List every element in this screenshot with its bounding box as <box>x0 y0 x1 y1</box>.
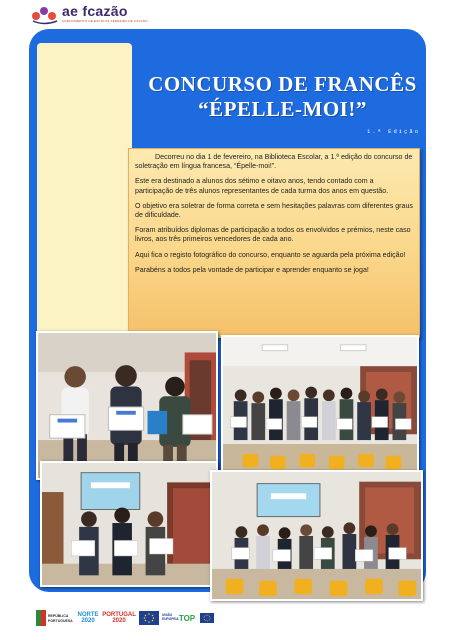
cream-panel <box>37 43 132 343</box>
header <box>0 0 452 28</box>
eu-flag-icon <box>139 611 159 625</box>
school-logo-text: ae fcazão <box>62 3 128 19</box>
article-paragraph: Aqui fica o registo fotográfico do concurso, enquanto se aguarda pela próxima edição! <box>135 250 406 259</box>
article-paragraph: Foram atribuídos diplomas de participação a todos os envolvidos e prémios, neste caso livros, aos três primeiros vencedores de cada ano. <box>135 226 411 244</box>
eu-small-flag-icon <box>200 613 214 623</box>
article-text-box <box>128 148 420 338</box>
top-label: TOP <box>178 613 196 623</box>
edition-label: 1.ª Edição <box>366 128 420 135</box>
footer-logo-republica <box>36 608 73 628</box>
republica-portuguesa-icon <box>36 608 73 628</box>
svg-text:PORTUGUESA: PORTUGUESA <box>48 619 73 623</box>
article-paragraph: Decorreu no dia 1 de fevereiro, na Biblioteca Escolar, a 1.ª edição do concurso de soletração em língua francesa, “Épelle-moi!”. <box>135 153 413 171</box>
title-line-1: CONCURSO DE FRANCÊS <box>148 72 417 96</box>
photo-group-seated <box>210 470 423 601</box>
photo-three-students <box>36 331 218 480</box>
school-logo-icon <box>30 4 60 24</box>
norte2020-label: NORTE 2020 <box>77 612 99 624</box>
article-paragraph: O objetivo era soletrar de forma correta e sem hesitações palavras com diferentes graus de dificuldade. <box>135 201 413 220</box>
article-title <box>140 72 425 122</box>
footer-logo-eu-small <box>200 608 214 628</box>
footer-logo-top <box>178 608 196 628</box>
article-paragraph: Este era destinado a alunos dos sétimo e oitavo anos, tendo contado com a participação de três alunos representantes de cada turma dos anos em questão. <box>135 177 389 195</box>
title-line-2: “ÉPELLE-MOI!” <box>198 97 367 121</box>
portugal2020-label: PORTUGAL 2020 <box>102 612 136 624</box>
footer-logo-portugal2020 <box>104 608 134 628</box>
footer-logo-eu <box>138 608 160 628</box>
photo-group-library <box>221 335 419 480</box>
photo-students-screen <box>40 461 218 587</box>
footer-logo-norte2020 <box>76 608 100 628</box>
svg-text:REPÚBLICA: REPÚBLICA <box>48 614 69 618</box>
school-logo-subtitle: AGRUPAMENTO DE ESCOLAS FERREIRA DE CASTRO <box>62 19 148 23</box>
eu-label: UNIÃO EUROPEIA <box>162 613 179 621</box>
article-paragraph: Parabéns a todos pela vontade de participar e aprender enquanto se joga! <box>135 265 369 274</box>
